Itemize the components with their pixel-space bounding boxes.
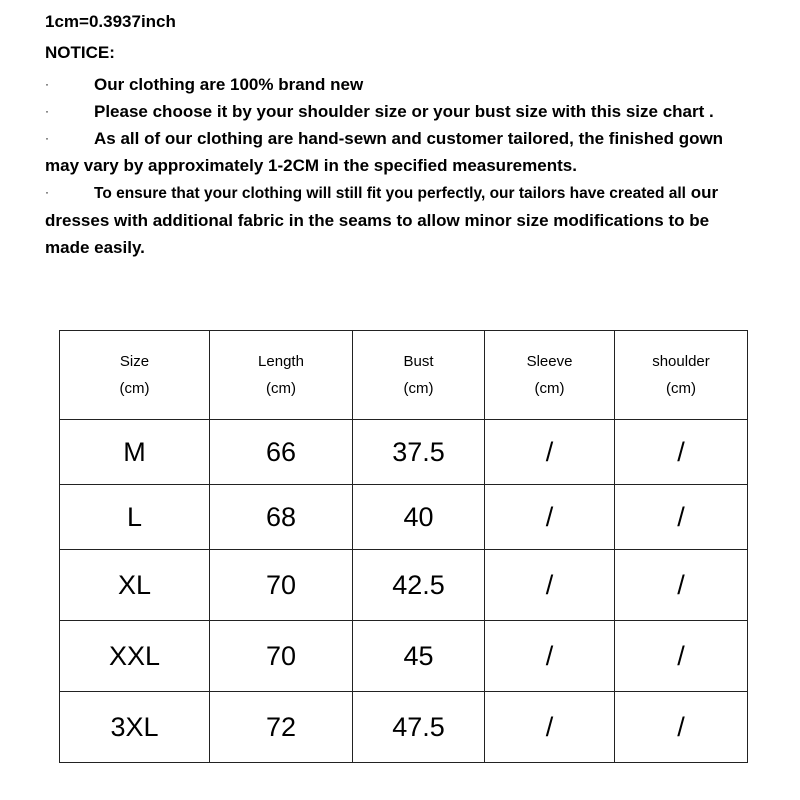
column-header-unit: (cm)	[266, 380, 296, 397]
column-header-label: Sleeve	[526, 353, 573, 370]
cell-size: M	[60, 420, 210, 485]
column-header-label: Length	[258, 353, 304, 370]
unit-conversion: 1cm=0.3937inch	[45, 12, 176, 31]
table-header-row	[60, 331, 748, 420]
notice-text: As all of our clothing are hand-sewn and customer tailored, the finished gown	[94, 129, 724, 148]
bullet-dot-icon: ·	[45, 104, 49, 118]
cell-bust: 45	[353, 621, 485, 692]
notice-item-brand-new	[45, 71, 745, 98]
notice-item-size-choice	[45, 98, 745, 125]
cell-shoulder: /	[615, 420, 748, 485]
cell-sleeve: /	[485, 621, 615, 692]
size-chart-table	[59, 330, 748, 763]
bullet-dot-icon: ·	[45, 77, 49, 91]
cell-sleeve: /	[485, 550, 615, 621]
table-row-l	[60, 485, 748, 550]
table-row-xxl	[60, 621, 748, 692]
column-header-label: Bust	[403, 353, 434, 370]
notice-item-hand-sewn	[45, 125, 745, 179]
column-header-bust	[353, 331, 485, 420]
cell-length: 66	[210, 420, 353, 485]
bullet-dot-icon: ·	[45, 131, 49, 145]
notice-section	[45, 8, 745, 261]
notice-text: Please choose it by your shoulder size or your bust size with this size chart .	[94, 102, 714, 121]
cell-bust: 40	[353, 485, 485, 550]
table-row-m	[60, 420, 748, 485]
cell-shoulder: /	[615, 550, 748, 621]
cell-length: 72	[210, 692, 353, 763]
column-header-unit: (cm)	[534, 380, 565, 397]
bullet-dot-icon: ·	[45, 185, 49, 199]
column-header-label: shoulder	[652, 353, 710, 370]
cell-shoulder: /	[615, 485, 748, 550]
cell-size: XXL	[60, 621, 210, 692]
cell-bust: 37.5	[353, 420, 485, 485]
column-header-label: Size	[119, 353, 150, 370]
column-header-shoulder	[615, 331, 748, 420]
cell-sleeve: /	[485, 420, 615, 485]
cell-length: 70	[210, 550, 353, 621]
notice-text-tail: our	[690, 183, 719, 202]
column-header-length	[210, 331, 353, 420]
notice-text-continued: dresses with additional fabric in the seams to allow minor size modifications to be	[45, 211, 710, 230]
notice-text: Our clothing are 100% brand new	[94, 75, 364, 94]
notice-text-continued: may vary by approximately 1-2CM in the specified measurements.	[45, 156, 577, 175]
cell-shoulder: /	[615, 621, 748, 692]
cell-length: 70	[210, 621, 353, 692]
cell-length: 68	[210, 485, 353, 550]
column-header-sleeve	[485, 331, 615, 420]
cell-size: XL	[60, 550, 210, 621]
cell-size: L	[60, 485, 210, 550]
cell-bust: 47.5	[353, 692, 485, 763]
column-header-unit: (cm)	[666, 380, 696, 397]
cell-sleeve: /	[485, 485, 615, 550]
notice-text-continued: made easily.	[45, 238, 145, 257]
cell-sleeve: /	[485, 692, 615, 763]
column-header-unit: (cm)	[403, 380, 434, 397]
notice-text: To ensure that your clothing will still fit you perfectly, our tailors have created all	[94, 185, 686, 202]
table-row-3xl	[60, 692, 748, 763]
notice-title: NOTICE:	[45, 43, 115, 62]
notice-item-seam-allowance	[45, 179, 745, 261]
cell-shoulder: /	[615, 692, 748, 763]
cell-size: 3XL	[60, 692, 210, 763]
column-header-unit: (cm)	[119, 380, 150, 397]
column-header-size	[60, 331, 210, 420]
cell-bust: 42.5	[353, 550, 485, 621]
table-row-xl	[60, 550, 748, 621]
